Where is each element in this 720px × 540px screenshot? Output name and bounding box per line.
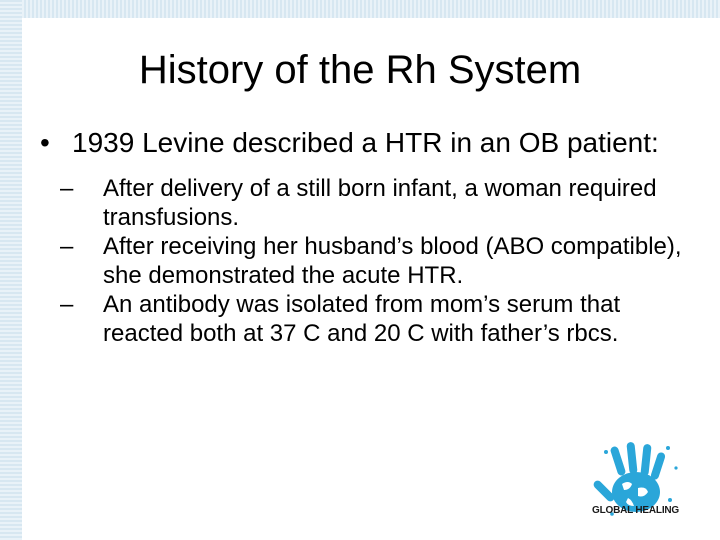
sub-bullet-text: After receiving her husband’s blood (ABO compatible), she demonstrated the acute HTR.: [103, 233, 682, 289]
sub-bullet-item: [40, 232, 690, 290]
sub-bullet-item: [40, 174, 690, 232]
sub-bullet-text: An antibody was isolated from mom’s serum that reacted both at 37 C and 20 C with father’s rbcs.: [103, 291, 621, 347]
slide-body: [40, 126, 690, 348]
top-decorative-band: [0, 0, 720, 18]
sub-bullet-dash: –: [60, 175, 74, 202]
sub-bullet-text: After delivery of a still born infant, a woman required transfusions.: [103, 175, 657, 231]
slide-title: History of the Rh System: [138, 48, 582, 92]
bullet-text: 1939 Levine described a HTR in an OB patient:: [72, 127, 659, 158]
sub-bullet-dash: –: [60, 233, 74, 260]
sub-bullet-item: [40, 290, 690, 348]
bullet-mark: •: [40, 127, 50, 158]
sub-bullet-dash: –: [60, 291, 74, 318]
logo-wordmark: GLOBAL HEALING: [592, 505, 680, 516]
bullet-item: [40, 126, 690, 160]
